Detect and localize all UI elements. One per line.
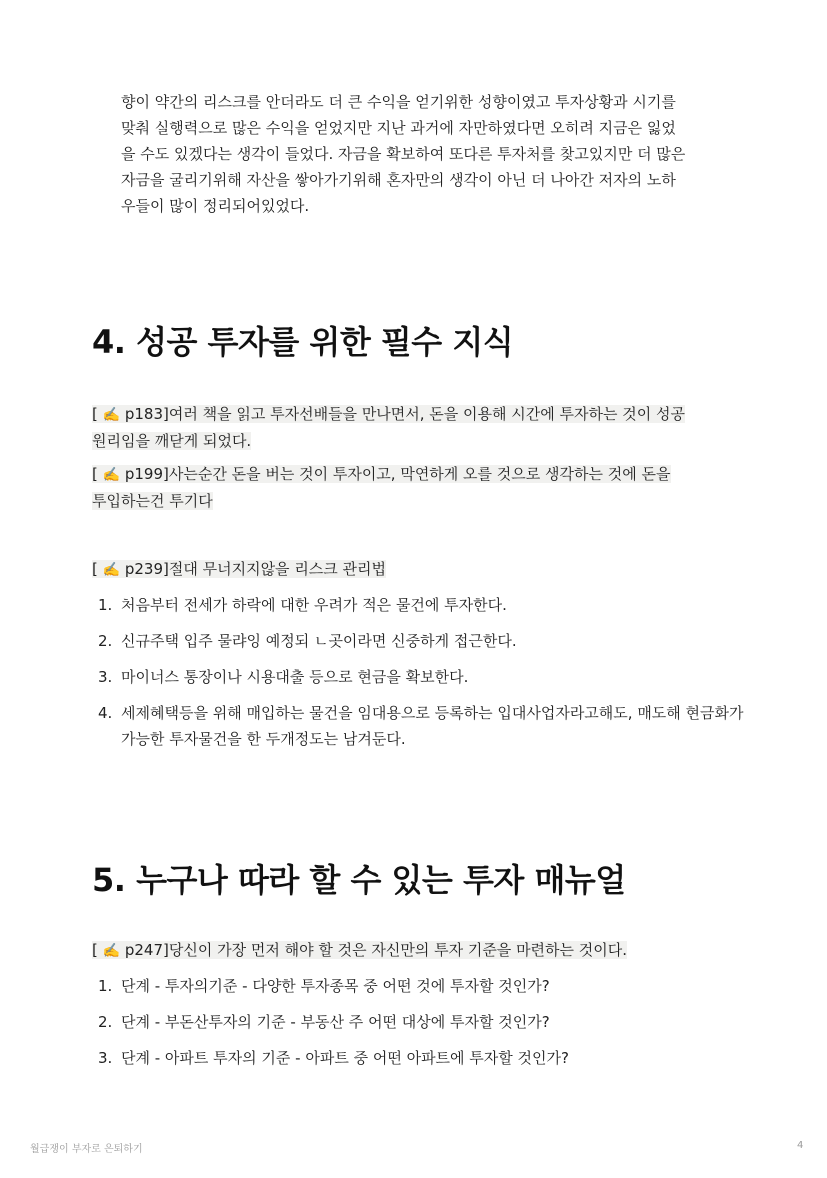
list-number: 3. — [98, 668, 113, 686]
list-text: 마이너스 통장이나 시용대출 등으로 현금을 확보한다. — [121, 668, 469, 686]
list-item — [92, 628, 752, 654]
list-text: 단계 - 투자의기준 - 다양한 투자종목 중 어떤 것에 투자할 것인가? — [121, 977, 550, 995]
list-number: 1. — [98, 977, 113, 995]
intro-line: 을 수도 있겠다는 생각이 들었다. 자금을 확보하여 또다른 투자처를 찾고있지만 더 많은 — [121, 145, 686, 163]
list-text: 신규주택 입주 물랴잉 예정되 ㄴ곳이라면 신중하게 접근한다. — [121, 632, 517, 650]
writing-hand-icon: ✍️ — [102, 407, 121, 423]
list-number: 2. — [98, 1013, 113, 1031]
quote-p183 — [92, 401, 752, 454]
list-number: 4. — [98, 704, 113, 722]
list-text: 세제혜택등을 위해 매입하는 물건을 임대용으로 등록하는 입대사업자라고해도, 매도해 현금화가 가능한 투자물건을 한 두개정도는 남겨둔다. — [121, 704, 744, 748]
quote-page-ref: p247 — [124, 941, 163, 959]
list-text: 단계 - 아파트 투자의 기준 - 아파트 중 어떤 아파트에 투자할 것인가? — [121, 1049, 569, 1067]
quote-page-ref: p183 — [124, 405, 163, 423]
list-number: 1. — [98, 596, 113, 614]
list-item — [92, 1045, 752, 1071]
section-5-heading: 5. 누구나 따라 할 수 있는 투자 매뉴얼 — [92, 861, 626, 899]
quote-highlight: [ ✍️ p183]여러 책을 읽고 투자선배들을 만나면서, 돈을 이용해 시간에 투자하는 것이 성공 원리임을 깨닫게 되었다. — [92, 405, 685, 450]
quote-p239 — [92, 556, 752, 583]
quote-page-ref: p239 — [124, 560, 163, 578]
investment-manual-list — [92, 973, 752, 1081]
section-4-heading: 4. 성공 투자를 위한 필수 지식 — [92, 323, 514, 361]
risk-management-list — [92, 592, 752, 762]
footer-page-number: 4 — [797, 1140, 804, 1151]
intro-line: 맞춰 실행력으로 많은 수익을 얻었지만 지난 과거에 자만하였다면 오히려 지금은 잃었 — [121, 119, 676, 137]
footer-title: 월급쟁이 부자로 은퇴하기 — [30, 1144, 143, 1155]
quote-text: 당신이 가장 먼저 해야 할 것은 자신만의 투자 기준을 마련하는 것이다. — [168, 941, 628, 959]
list-item — [92, 700, 752, 752]
list-item — [92, 592, 752, 618]
intro-line: 향이 약간의 리스크를 안더라도 더 큰 수익을 얻기위한 성향이였고 투자상황과 시기를 — [121, 93, 676, 111]
quote-page-ref: p199 — [124, 465, 163, 483]
quote-p247 — [92, 937, 752, 964]
list-text: 처음부터 전세가 하락에 대한 우려가 적은 물건에 투자한다. — [121, 596, 507, 614]
intro-paragraph — [121, 89, 751, 219]
quote-text: 투입하는건 투기다 — [92, 492, 213, 510]
intro-line: 자금을 굴리기위해 자산을 쌓아가기위해 혼자만의 생각이 아닌 더 나아간 저자의 노하 — [121, 171, 676, 189]
quote-text: 사는순간 돈을 버는 것이 투자이고, 막연하게 오를 것으로 생각하는 것에 돈을 — [168, 465, 671, 483]
quote-highlight: [ ✍️ p239]절대 무너지지않을 리스크 관리법 — [92, 560, 387, 578]
writing-hand-icon: ✍️ — [102, 562, 121, 578]
list-item — [92, 973, 752, 999]
quote-p199 — [92, 461, 752, 514]
quote-highlight: [ ✍️ p199]사는순간 돈을 버는 것이 투자이고, 막연하게 오를 것으로 생각하는 것에 돈을 투입하는건 투기다 — [92, 465, 671, 510]
writing-hand-icon: ✍️ — [102, 943, 121, 959]
writing-hand-icon: ✍️ — [102, 467, 121, 483]
list-item — [92, 664, 752, 690]
list-text: 단계 - 부돈산투자의 기준 - 부동산 주 어떤 대상에 투자할 것인가? — [121, 1013, 550, 1031]
quote-text: 여러 책을 읽고 투자선배들을 만나면서, 돈을 이용해 시간에 투자하는 것이 성공 — [168, 405, 685, 423]
list-number: 3. — [98, 1049, 113, 1067]
list-item — [92, 1009, 752, 1035]
list-number: 2. — [98, 632, 113, 650]
quote-text: 원리임을 깨닫게 되었다. — [92, 432, 252, 450]
quote-highlight: [ ✍️ p247]당신이 가장 먼저 해야 할 것은 자신만의 투자 기준을 마련하는 것이다. — [92, 941, 628, 959]
intro-line: 우들이 많이 정리되어있었다. — [121, 197, 310, 215]
quote-text: 절대 무너지지않을 리스크 관리법 — [168, 560, 387, 578]
